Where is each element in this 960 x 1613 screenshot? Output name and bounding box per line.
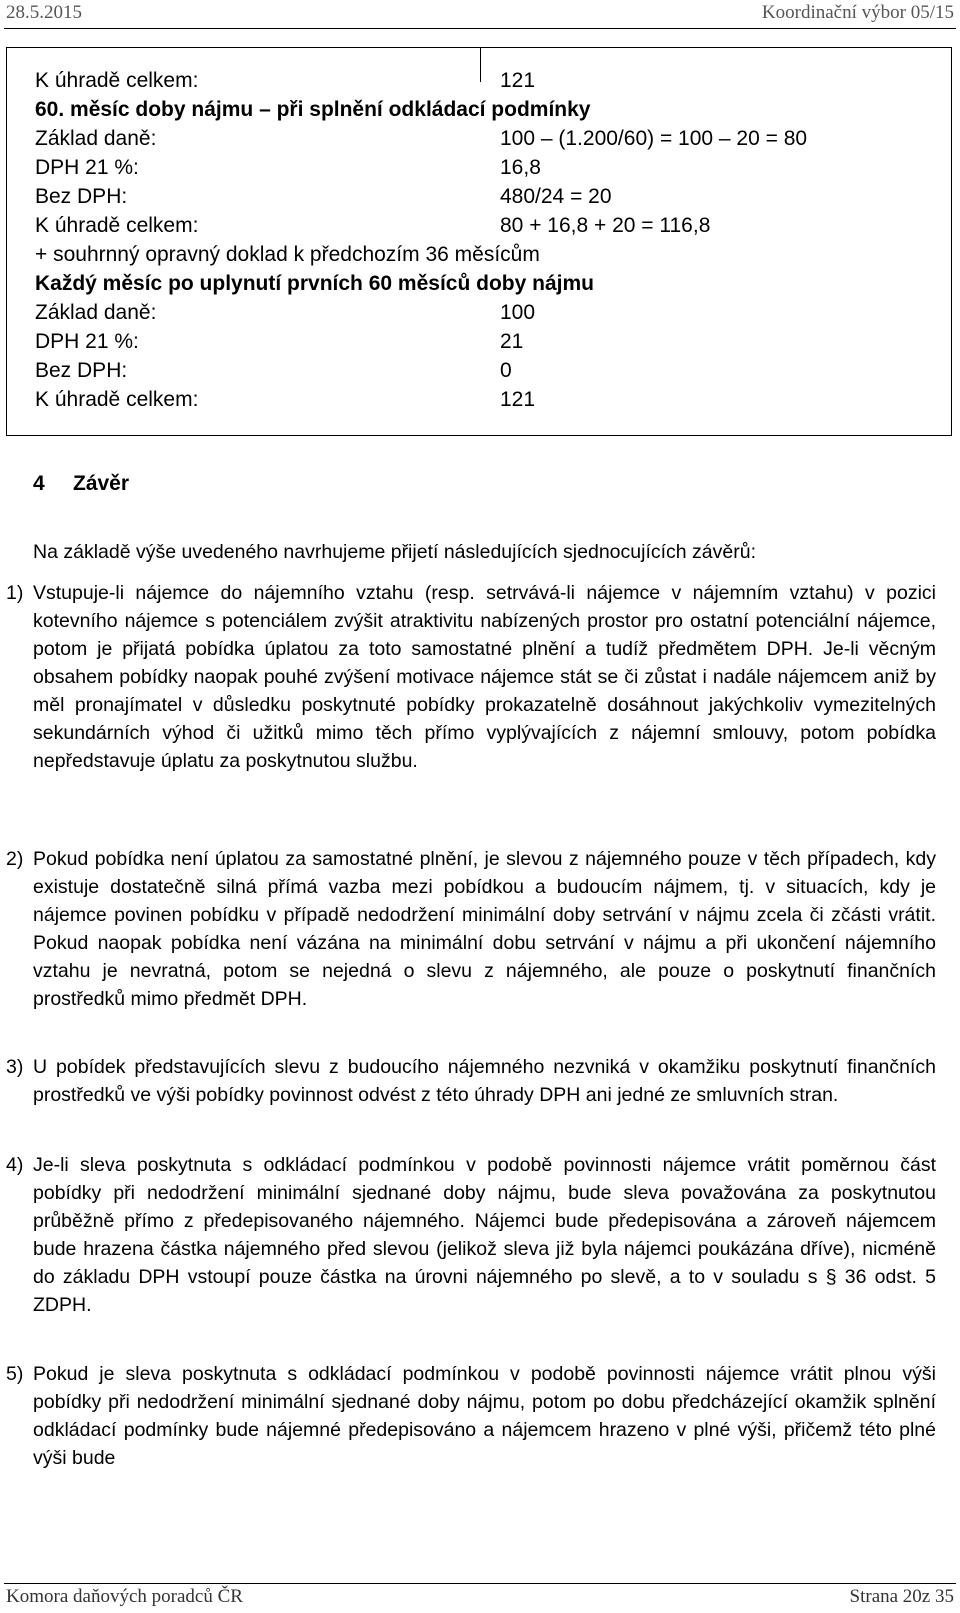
list-item bbox=[6, 1053, 936, 1109]
list-item bbox=[6, 1360, 936, 1472]
list-item bbox=[6, 1151, 936, 1319]
table-row-note: + souhrnný opravný doklad k předchozím 36 měsícům bbox=[35, 243, 540, 266]
table-row: Bez DPH: 480/24 = 20 bbox=[35, 185, 612, 208]
table-row-heading: 60. měsíc doby nájmu – při splnění odkládací podmínky bbox=[35, 98, 591, 121]
section-intro: Na základě výše uvedeného navrhujeme přijetí následujících sjednocujících závěrů: bbox=[33, 541, 756, 563]
list-item-number: 5) bbox=[6, 1363, 24, 1385]
footer-page-number: Strana 20z 35 bbox=[849, 1586, 954, 1607]
table-row-heading: Každý měsíc po uplynutí prvních 60 měsíců doby nájmu bbox=[35, 272, 594, 295]
section-heading bbox=[33, 469, 129, 499]
list-item-number: 1) bbox=[6, 582, 24, 604]
footer-rule bbox=[4, 1583, 956, 1584]
list-item-number: 3) bbox=[6, 1056, 24, 1078]
footer-org: Komora daňových poradců ČR bbox=[6, 1586, 243, 1607]
list-item bbox=[6, 845, 936, 1013]
table-row: Základ daně: 100 – (1.200/60) = 100 – 20 = 80 bbox=[35, 127, 808, 150]
table-row: K úhradě celkem: 80 + 16,8 + 20 = 116,8 bbox=[35, 214, 711, 237]
list-item-number: 4) bbox=[6, 1154, 24, 1176]
table-row: Základ daně: 100 bbox=[35, 301, 536, 324]
header-date: 28.5.2015 bbox=[6, 2, 82, 23]
table-row: Bez DPH: 0 bbox=[35, 359, 512, 382]
list-item bbox=[6, 579, 936, 775]
table-row: K úhradě celkem: 121 bbox=[35, 388, 536, 411]
list-item-text: Pokud pobídka není úplatou za samostatné plnění, je slevou z nájemného pouze v těch případech, kdy existuje dostatečně silná přímá vazba mezi pobídkou a budoucím nájmem, tj. v situacích, kdy je nájemce povinen pobídku v případě nedodržení minimální doby setrvání v nájmu zcela či zčásti vrátit. Pokud naopak pobídka není vázána na minimální dobu setrvání v nájmu a při ukončení nájemního vztahu je nevratná, potom se nejedná o slevu z nájemného, ale pouze o poskytnutí finančních prostředků mimo předmět DPH. bbox=[33, 848, 936, 1010]
example-table-box bbox=[6, 47, 952, 436]
table-row: DPH 21 %: 16,8 bbox=[35, 156, 541, 179]
list-item-text: Vstupuje-li nájemce do nájemního vztahu (resp. setrvává-li nájemce v nájemním vztahu) v pozici kotevního nájemce s potenciálem zvýšit atraktivitu nabízených prostor pro ostatní potenciální nájemce, potom je přijatá pobídka úplatou za toto samostatné plnění a tudíž předmětem DPH. Je-li věcným obsahem pobídky naopak pouhé zvýšení motivace nájemce stát se či zůstat i nadále nájemcem aniž by měl pronajímatel v důsledku poskytnuté pobídky prokazatelně dosáhnout jakýchkoliv vymezitelných sekundárních výhod či užitků mimo těch přímo vyplývajících z nájemní smlouvy, potom pobídka nepředstavuje úplatu za poskytnutou službu. bbox=[33, 582, 936, 772]
list-item-text: Pokud je sleva poskytnuta s odkládací podmínkou v podobě povinnosti nájemce vrátit plnou výši pobídky při nedodržení minimální sjednané doby nájmu, potom po dobu předcházející okamžik splnění odkládací podmínky bude nájemné předepisováno a nájemcem hrazeno v plné výši, přičemž této plné výši bude bbox=[33, 1363, 936, 1469]
table-column-divider bbox=[480, 47, 481, 82]
list-item-number: 2) bbox=[6, 848, 24, 870]
table-row: DPH 21 %: 21 bbox=[35, 330, 524, 353]
section-number: 4 bbox=[33, 472, 45, 495]
page-header bbox=[6, 0, 954, 28]
header-rule bbox=[4, 28, 956, 29]
header-title: Koordinační výbor 05/15 bbox=[761, 2, 954, 23]
section-title: Závěr bbox=[73, 472, 130, 495]
list-item-text: U pobídek představujících slevu z budoucího nájemného nezvniká v okamžiku poskytnutí finančních prostředků ve výši pobídky povinnost odvést z této úhrady DPH ani jedné ze smluvních stran. bbox=[33, 1056, 936, 1106]
list-item-text: Je-li sleva poskytnuta s odkládací podmínkou v podobě povinnosti nájemce vrátit poměrnou část pobídky při nedodržení minimální sjednané doby nájmu, bude sleva považována za poskytnutou průběžně přímo z předepisovaného nájemného. Nájemci bude předepisována a zároveň nájemcem bude hrazena částka nájemného před slevou (jelikož sleva již byla nájemci poukázána dříve), nicméně do základu DPH vstoupí pouze částka na úrovni nájemného po slevě, a to v souladu s § 36 odst. 5 ZDPH. bbox=[33, 1154, 936, 1316]
table-row: K úhradě celkem: 121 bbox=[35, 69, 536, 92]
